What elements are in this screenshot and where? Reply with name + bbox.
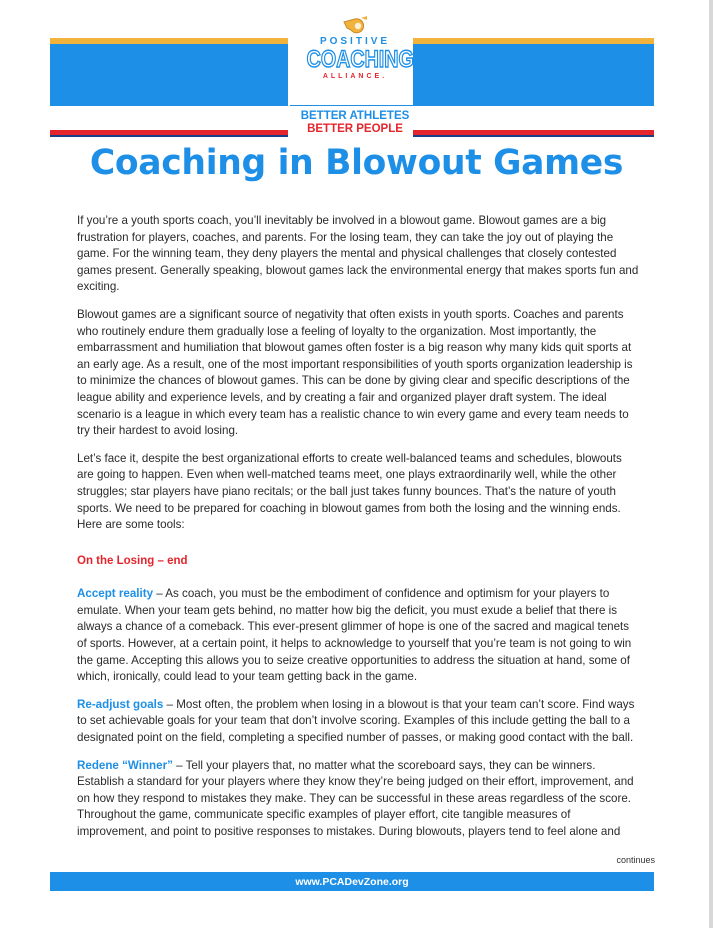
tip-term: Accept reality (77, 587, 154, 601)
logo-text-coaching: COACHING (306, 46, 414, 73)
intro-paragraph-3: Let’s face it, despite the best organizational efforts to create well-balanced teams and schedules, blowouts are going to happen. Even when well-matched teams meet, one plays extraordinarily well, while the other struggles; star players have piano recitals; or the ball just takes funny bounces. That’s the nature of youth sports. We need to be prepared for coaching in blowout games from both the losing and the winning ends. Here are some tools: (77, 451, 622, 532)
page-title: Coaching in Blowout Games (89, 143, 624, 183)
intro-paragraph-1: If you’re a youth sports coach, you’ll inevitably be involved in a blowout game. Blowout games are a big frustration for players, coaches, and parents. For the losing team, they can take the joy out of playing the game. For the winning team, they deny players the mental and physical challenges that closely contested games present. Generally speaking, blowout games lack the environmental energy that makes sports fun and exciting. (77, 214, 639, 294)
header-navy-stripe-right (413, 135, 654, 137)
logo-text-positive: POSITIVE (319, 36, 391, 47)
tagline-better-athletes: BETTER ATHLETES (300, 110, 410, 122)
tip-term: Redene “Winner” (77, 758, 173, 772)
footer-url-link[interactable]: www.PCADevZone.org (295, 876, 409, 888)
logo-divider (290, 105, 418, 106)
logo-text-alliance: ALLIANCE. (322, 73, 388, 80)
tip-text: – Tell your players that, no matter what the scoreboard says, they can be winners. Establish a standard for your players where they know they’re being judged on their effort, improvement, and on how they respond to mistakes they make. They can be successful in these areas regardless of the score. Throughout the game, communicate specific examples of player effort, cite tangible measures of improvement, and point to positive responses to mistakes. During blowouts, players tend to feel alone and (77, 758, 634, 838)
section-heading-losing-end: On the Losing – end (77, 554, 188, 567)
intro-paragraph-2: Blowout games are a significant source of negativity that often exists in youth sports. Coaches and parents who routinely endure them gradually lose a feeling of loyalty to the organization. Most importantly, the embarrassment and humiliation that blowout games often foster is a big reason why many kids quit sports at an early age. As a result, one of the most important responsibilities of youth sports organization leadership is to minimize the chances of blowout games. This can be done by giving clear and specific descriptions of the league ability and experience levels, and by creating a fair and organized player draft system. The ideal scenario is a league in which every team has a realistic chance to win every game and every team needs to try their hardest to avoid losing. (77, 307, 633, 438)
tip-text: – Most often, the problem when losing in a blowout is that your team can’t score. Find ways to set achievable goals for your team that don’t involve scoring. Examples of this include getting the ball to a designated point on the field, completing a specified number of passes, or making good contact with the ball. (77, 697, 635, 745)
page-edge (709, 0, 713, 928)
tip-redefine-winner (77, 758, 639, 841)
header-blue-band-right (413, 44, 654, 106)
tagline-better-people: BETTER PEOPLE (307, 123, 403, 135)
header-blue-band-left (50, 44, 288, 106)
tip-readjust-goals (77, 697, 639, 747)
header-navy-stripe-left (50, 135, 288, 137)
footer-bar (50, 872, 654, 891)
tip-text: – As coach, you must be the embodiment of confidence and optimism for your players to emulate. When your team gets behind, no matter how big the deficit, you must exude a belief that there is always a chance of a comeback. This ever-present glimmer of hope is one of the sacred and magical tenets of sports. However, at a certain point, it helps to acknowledge to yourself that you’re team is not going to win the game. Accepting this allows you to seize creative opportunities to address the situation at hand, some of which, ironically, could lead to your team getting back in the game. (77, 587, 632, 684)
continues-label: continues (616, 855, 655, 865)
article-body (77, 213, 639, 852)
tip-accept-reality (77, 586, 639, 686)
tip-term: Re-adjust goals (77, 697, 164, 711)
whistle-icon (341, 14, 369, 36)
pca-logo (296, 14, 414, 81)
